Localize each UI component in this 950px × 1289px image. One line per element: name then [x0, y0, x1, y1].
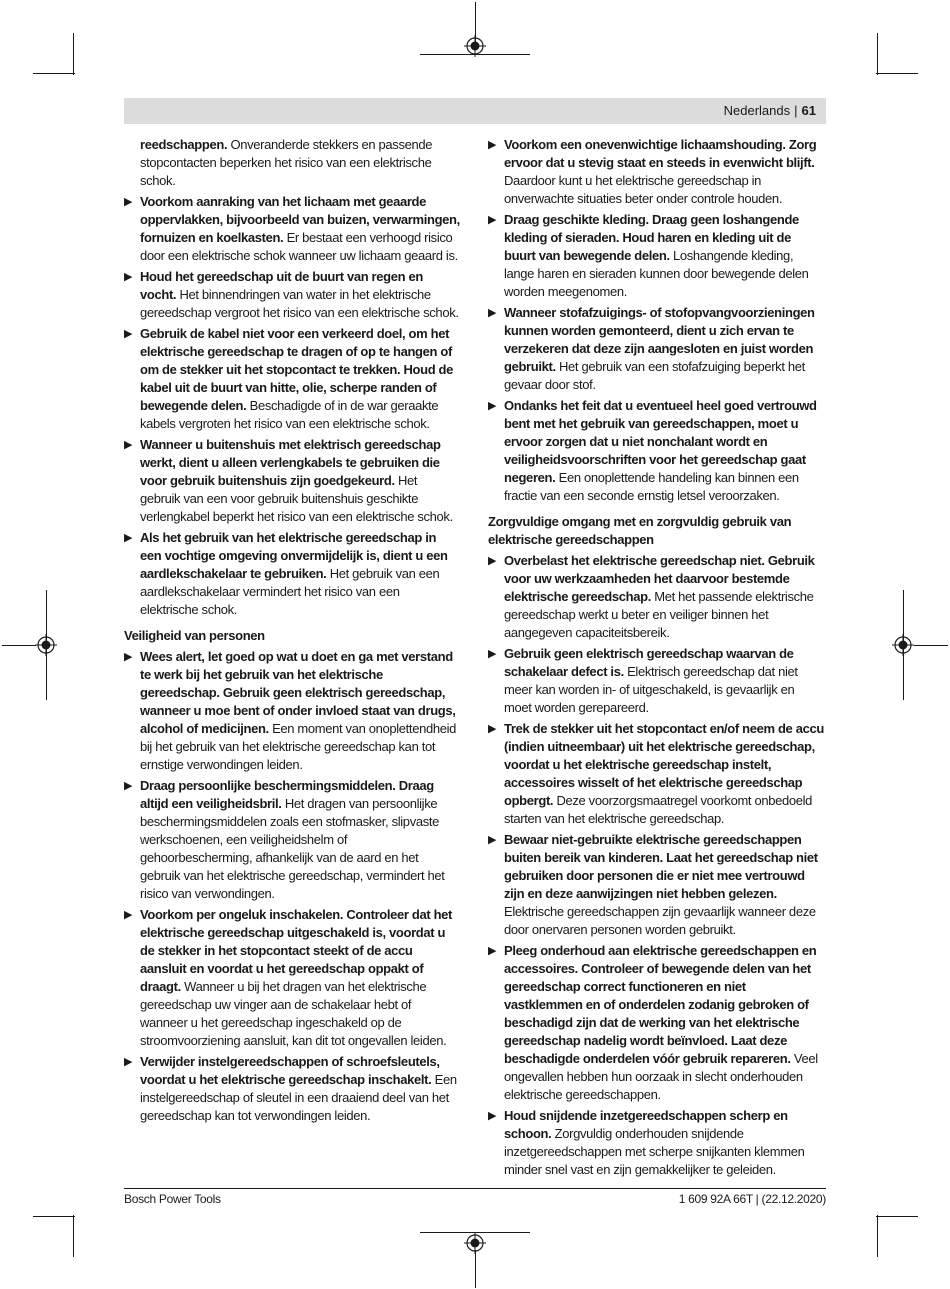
left-column — [124, 136, 460, 1128]
item-bold: Als het gebruik van het elektrische gereedschap in een vochtige omgeving onvermijdelijk is, dient u een aardlekschakelaar te gebruiken. — [140, 530, 448, 581]
item-text: Het gebruik van een stofafzuiging beperkt het gevaar door stof. — [504, 359, 805, 392]
item-text: Het gebruik van een aardlekschakelaar vermindert het risico van een elektrische schok. — [140, 566, 440, 617]
item-bold: Houd het gereedschap uit de buurt van regen en vocht. — [140, 269, 423, 302]
list-item — [488, 831, 824, 939]
bullet-icon: ▶ — [124, 328, 133, 340]
list-item — [124, 193, 460, 265]
item-text: Er bestaat een verhoogd risico door een elektrische schok wanneer uw lichaam geaard is. — [140, 230, 458, 263]
list-item — [488, 1107, 824, 1179]
item-bold: Gebruik de kabel niet voor een verkeerd doel, om het elektrische gereedschap te dragen of op te hangen of om de stekker uit het stopcontact te trekken. Houd de kabel uit de buurt van hitte, olie, scherpe randen of bewegende delen. — [140, 326, 454, 413]
crop-mark — [33, 73, 75, 74]
crop-mark — [33, 1216, 75, 1217]
bullet-icon: ▶ — [124, 439, 133, 451]
list-item — [124, 906, 460, 1050]
registration-mark-icon — [464, 35, 486, 57]
bullet-icon: ▶ — [124, 651, 133, 663]
bullet-icon: ▶ — [488, 834, 497, 846]
item-bold: Verwijder instelgereedschappen of schroefsleutels, voordat u het elektrische gereedschap inschakelt. — [140, 1054, 440, 1087]
item-bold: Wees alert, let goed op wat u doet en ga met verstand te werk bij het gebruik van het elektrische gereedschap. Gebruik geen elektrisch gereedschap, wanneer u moe bent of onder invloed staat van drugs, alcohol of medicijnen. — [140, 649, 456, 736]
crop-mark — [877, 1215, 878, 1257]
header-language: Nederlands — [723, 103, 791, 118]
list-item — [488, 645, 824, 717]
registration-mark-icon — [892, 634, 914, 656]
page-number: 61 — [801, 103, 816, 118]
bullet-icon: ▶ — [124, 271, 133, 283]
header-text — [724, 98, 826, 124]
right-column — [488, 136, 824, 1182]
item-text: Een instelgereedschap of sleutel in een draaiend deel van het gereedschap kan tot verwondingen leiden. — [140, 1072, 457, 1123]
crop-mark — [914, 645, 948, 646]
bullet-icon: ▶ — [488, 400, 497, 412]
registration-mark-icon — [35, 634, 57, 656]
bullet-icon: ▶ — [488, 945, 497, 957]
crop-mark — [73, 1215, 74, 1257]
bullet-icon: ▶ — [488, 214, 497, 226]
item-text: Het dragen van persoonlijke beschermingsmiddelen zoals een stofmasker, slipvaste werkschoenen, een veiligheidshelm of gehoorbescherming, afhankelijk van de aard en het gebruik van het elektrische gereedschap, vermindert het risico van verwondingen. — [140, 796, 445, 901]
list-item — [488, 720, 824, 828]
footer-doc-code: 1 609 92A 66T | (22.12.2020) — [678, 1192, 826, 1206]
item-text: Wanneer u bij het dragen van het elektrische gereedschap uw vinger aan de schakelaar hebt of wanneer u het gereedschap ingeschakeld op de stroomvoorziening aansluit, kan dit tot ongevallen leiden. — [140, 979, 447, 1048]
list-item — [488, 397, 824, 505]
page-header — [124, 98, 826, 124]
item-text: Daardoor kunt u het elektrische gereedschap in onverwachte situaties beter onder controle houden. — [504, 173, 783, 206]
item-bold: Houd snijdende inzetgereedschappen scherp en schoon. — [504, 1108, 788, 1141]
bullet-icon: ▶ — [488, 723, 497, 735]
item-bold: Voorkom aanraking van het lichaam met geaarde oppervlakken, bijvoorbeeld van buizen, verwarmingen, fornuizen en koelkasten. — [140, 194, 460, 245]
bullet-icon: ▶ — [488, 307, 497, 319]
crop-mark — [73, 33, 74, 75]
item-text: Een moment van onoplettendheid bij het gebruik van het elektrische gereedschap kan tot ernstige verwondingen leiden. — [140, 721, 457, 772]
list-item — [488, 211, 824, 301]
crop-mark — [876, 73, 918, 74]
item-bold: Pleeg onderhoud aan elektrische gereedschappen en accessoires. Controleer of bewegende delen van het gereedschap correct functioneren en niet vastklemmen en of onderdelen zodanig gebroken of beschadigd zijn dat de werking van het elektrische gereedschap nadelig wordt beïnvloed. Laat deze beschadigde onderdelen vóór gebruik repareren. — [504, 943, 817, 1066]
list-item — [124, 325, 460, 433]
registration-mark-icon — [464, 1232, 486, 1254]
bullet-icon: ▶ — [124, 909, 133, 921]
item-text: Met het passende elektrische gereedschap werkt u beter en veiliger binnen het aangegeven capaciteitsbereik. — [504, 589, 814, 640]
bullet-icon: ▶ — [124, 532, 133, 544]
crop-mark — [876, 1216, 918, 1217]
list-item — [124, 1053, 460, 1125]
crop-mark — [2, 645, 36, 646]
bullet-icon: ▶ — [488, 555, 497, 567]
item-bold: Voorkom een onevenwichtige lichaamshouding. Zorg ervoor dat u stevig staat en steeds in evenwicht blijft. — [504, 137, 817, 170]
item-bold: Ondanks het feit dat u eventueel heel goed vertrouwd bent met het gebruik van gereedschappen, moet u ervoor zorgen dat u niet nonchalant wordt en veiligheidsvoorschriften voor het gereedschap gaat negeren. — [504, 398, 817, 485]
list-item — [124, 436, 460, 526]
item-text: Het gebruik van een voor gebruik buitenshuis geschikte verlengkabel beperkt het risico van een elektrische schok. — [140, 473, 453, 524]
crop-mark — [475, 1250, 476, 1288]
item-text: Elektrisch gereedschap dat niet meer kan worden in- of uitgeschakeld, is gevaarlijk en moet worden gerepareerd. — [504, 664, 798, 715]
item-text: Loshangende kleding, lange haren en sieraden kunnen door bewegende delen worden meegenomen. — [504, 248, 809, 299]
list-item — [124, 529, 460, 619]
section-title: Zorgvuldige omgang met en zorgvuldig gebruik van elektrische gereedschappen — [488, 514, 792, 547]
item-bold: Gebruik geen elektrisch gereedschap waarvan de schakelaar defect is. — [504, 646, 794, 679]
crop-mark — [877, 33, 878, 75]
intro-bold: reedschappen. — [140, 137, 228, 152]
bullet-icon: ▶ — [488, 139, 497, 151]
item-bold: Draag geschikte kleding. Draag geen loshangende kleding of sieraden. Houd haren en kleding uit de buurt van bewegende delen. — [504, 212, 799, 263]
footer-brand: Bosch Power Tools — [124, 1192, 221, 1206]
item-text: Elektrische gereedschappen zijn gevaarlijk wanneer deze door onervaren personen worden gebruikt. — [504, 904, 816, 937]
header-separator: | — [794, 103, 798, 118]
list-item — [124, 268, 460, 322]
item-text: Beschadigde of in de war geraakte kabels vergroten het risico van een elektrische schok. — [140, 398, 439, 431]
item-text: Deze voorzorgsmaatregel voorkomt onbedoeld starten van het elektrische gereedschap. — [504, 793, 813, 826]
list-item — [124, 777, 460, 903]
item-text: Zorgvuldig onderhouden snijdende inzetgereedschappen met scherpe snijkanten klemmen minder snel vast en zijn gemakkelijker te geleiden. — [504, 1126, 805, 1177]
item-bold: Bewaar niet-gebruikte elektrische gereedschappen buiten bereik van kinderen. Laat het gereedschap niet gebruiken door personen die er niet mee vertrouwd zijn en deze aanwijzingen niet hebben gelezen. — [504, 832, 818, 901]
item-bold: Voorkom per ongeluk inschakelen. Controleer dat het elektrische gereedschap uitgeschakeld is, voordat u de stekker in het stopcontact steekt of de accu aansluit en voordat u het gereedschap oppakt of draagt. — [140, 907, 453, 994]
item-text: Het binnendringen van water in het elektrische gereedschap vergroot het risico van een elektrische schok. — [140, 287, 459, 320]
list-item — [488, 304, 824, 394]
bullet-icon: ▶ — [124, 1056, 133, 1068]
list-item — [488, 136, 824, 208]
list-item — [124, 648, 460, 774]
item-bold: Wanneer u buitenshuis met elektrisch gereedschap werkt, dient u alleen verlengkabels te gebruiken die voor gebruik buitenshuis zijn goedgekeurd. — [140, 437, 441, 488]
list-item — [488, 942, 824, 1104]
bullet-icon: ▶ — [488, 648, 497, 660]
bullet-icon: ▶ — [124, 196, 133, 208]
list-item — [488, 552, 824, 642]
footer-divider — [124, 1188, 826, 1189]
item-bold: Trek de stekker uit het stopcontact en/of neem de accu (indien uitneembaar) uit het elektrische gereedschap, voordat u het elektrische gereedschap instelt, accessoires wisselt of het elektrische gereedschap opbergt. — [504, 721, 824, 808]
bullet-icon: ▶ — [124, 780, 133, 792]
bullet-icon: ▶ — [488, 1110, 497, 1122]
intro-text: Onveranderde stekkers en passende stopcontacten beperken het risico van een elektrische schok. — [140, 137, 433, 188]
item-bold: Overbelast het elektrische gereedschap niet. Gebruik voor uw werkzaamheden het daarvoor bestemde elektrische gereedschap. — [504, 553, 815, 604]
section-title: Veiligheid van personen — [124, 628, 265, 643]
item-bold: Wanneer stofafzuigings- of stofopvangvoorzieningen kunnen worden gemonteerd, dient u zich ervan te verzekeren dat deze zijn aangesloten en juist worden gebruikt. — [504, 305, 815, 374]
intro-paragraph — [140, 136, 460, 190]
item-text: Een onoplettende handeling kan binnen een fractie van een seconde ernstig letsel veroorzaken. — [504, 470, 799, 503]
item-text: Veel ongevallen hebben hun oorzaak in slecht onderhouden elektrische gereedschappen. — [504, 1051, 818, 1102]
item-bold: Draag persoonlijke beschermingsmiddelen. Draag altijd een veiligheidsbril. — [140, 778, 434, 811]
